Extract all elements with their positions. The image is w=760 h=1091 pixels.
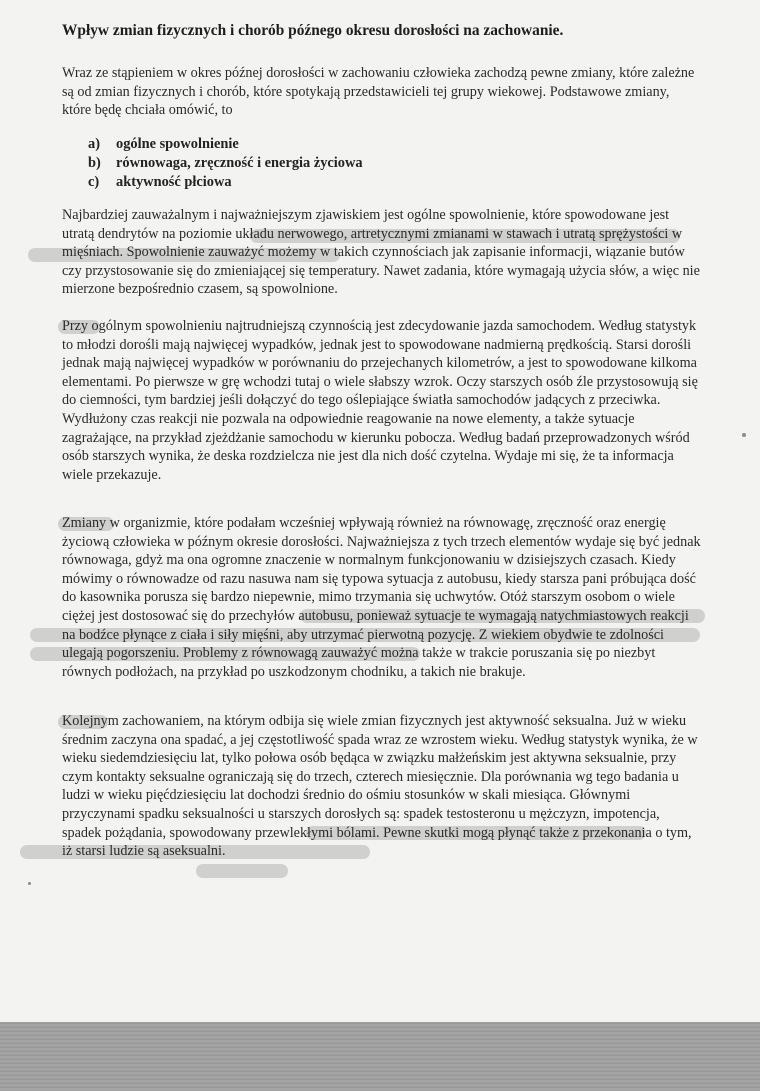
list-item [88,135,363,154]
scanner-bed-edge [0,1022,760,1091]
document-title: Wpływ zmian fizycznych i chorób późnego okresu dorosłości na zachowanie. [62,22,564,39]
list-marker: b) [88,154,101,171]
list-item-text: równowaga, zręczność i energia życiowa [116,154,363,171]
highlight-mark [196,864,288,878]
list-marker: c) [88,173,100,190]
body-paragraph: Zmiany w organizmie, które podałam wcześniej wpływają również na równowagę, zręczność oraz energię życiową człowieka w późnym okresie dorosłości. Najważniejsza z tych trzech elementów wydaje się być jednak równowaga, gdyż ma ona ogromne znaczenie w normalnym funkcjonowaniu w dzisiejszych czasach. Kiedy mówimy o równowadze od razu nasuwa nam się typowa sytuacja z autobusu, kiedy starsza pani próbująca dość do kasownika porusza się bardzo niepewnie, mimo trzymania się uchwytów. Otóż starszym osobom o wiele ciężej jest dostosować się do przechyłów autobusu, ponieważ sytuacje te wymagają natychmiastowych reakcji na bodźce płynące z ciała i siły mięśni, aby utrzymać pierwotną pozycję. Z wiekiem obydwie te zdolności ulegają pogorszeniu. Problemy z równowagą zauważyć można także w trakcie poruszania się po niezbyt równych podłożach, na przykład po uszkodzonym chodniku, a takich nie brakuje. [62,515,701,680]
body-paragraph: Najbardziej zauważalnym i najważniejszym zjawiskiem jest ogólne spowolnienie, które spowodowane jest utratą dendrytów na poziomie układu nerwowego, artretycznymi zmianami w stawach i utratą sprężystości w mięśniach. Spowolnienie zauważyć możemy w takich czynnościach jak zapisanie informacji, wiązanie butów czy przystosowanie się do zmieniającej się temperatury. Nawet zadania, które wymagają użycia słów, a więc nie mierzone bezpośrednio czasem, są spowolnione. [62,207,700,298]
scan-speck [28,882,31,885]
body-paragraph: Kolejnym zachowaniem, na którym odbija się wiele zmian fizycznych jest aktywność seksualna. Już w wieku średnim zaczyna ona spadać, a jej częstotliwość spada wraz ze wzrostem wieku. Według statystyk wynika, że w wieku siedemdziesięciu lat, tylko połowa osób będąca w związku małżeńskim jest aktywna seksualnie, przy czym kontakty seksualne ograniczają się do trzech, czterech miesięcznie. Dla porównania wg tego badania u ludzi w wieku pięćdziesięciu lat dochodzi średnio do ośmiu stosunków w skali miesiąca. Głównymi przyczynami spadku seksualności u starszych dorosłych są: spadek testosteronu u mężczyzn, impotencja, spadek pożądania, spowodowany przewlekłymi bólami. Pewne skutki mogą płynąć także z przekonania o tym, iż starsi ludzie są aseksualni. [62,713,698,860]
list-item-text: aktywność płciowa [116,173,232,190]
list-marker: a) [88,136,100,152]
list-item [88,173,363,192]
list-item-text: ogólne spowolnienie [116,136,239,152]
changes-list [88,135,363,191]
scan-speck [742,433,746,437]
list-item [88,154,363,173]
intro-paragraph: Wraz ze stąpieniem w okres późnej dorosłości w zachowaniu człowieka zachodzą pewne zmiany, które zależne są od zmian fizycznych i chorób, które spotykają przedstawicieli tej grupy wiekowej. Podstawowe zmiany, które będę chciała omówić, to [62,65,695,119]
body-paragraph: Przy ogólnym spowolnieniu najtrudniejszą czynnością jest zdecydowanie jazda samochodem. Według statystyk to młodzi dorośli mają najwięcej wypadków, jednak jest to spowodowane nadmierną prędkością. Starsi dorośli jednak mają najwięcej wypadków w porównaniu do przejechanych kilometrów, a jest to spowodowane kilkoma elementami. Po pierwsze w grę wchodzi tutaj o wiele słabszy wzrok. Oczy starszych osób źle przystosowują się do ciemności, tym bardziej jeśli dołączyć do tego oślepiające światła samochodów jadących z przeciwka. Wydłużony czas reakcji nie pozwala na odpowiednie reagowanie na nowe elementy, a także sytuacje zagrażające, na przykład zjeżdżanie samochodu w kierunku pobocza. Według badań przeprowadzonych wśród osób starszych wynika, że deska rozdzielcza nie jest dla nich dość czytelna. Wydaje mi się, że ta informacja wiele przekazuje. [62,318,698,483]
